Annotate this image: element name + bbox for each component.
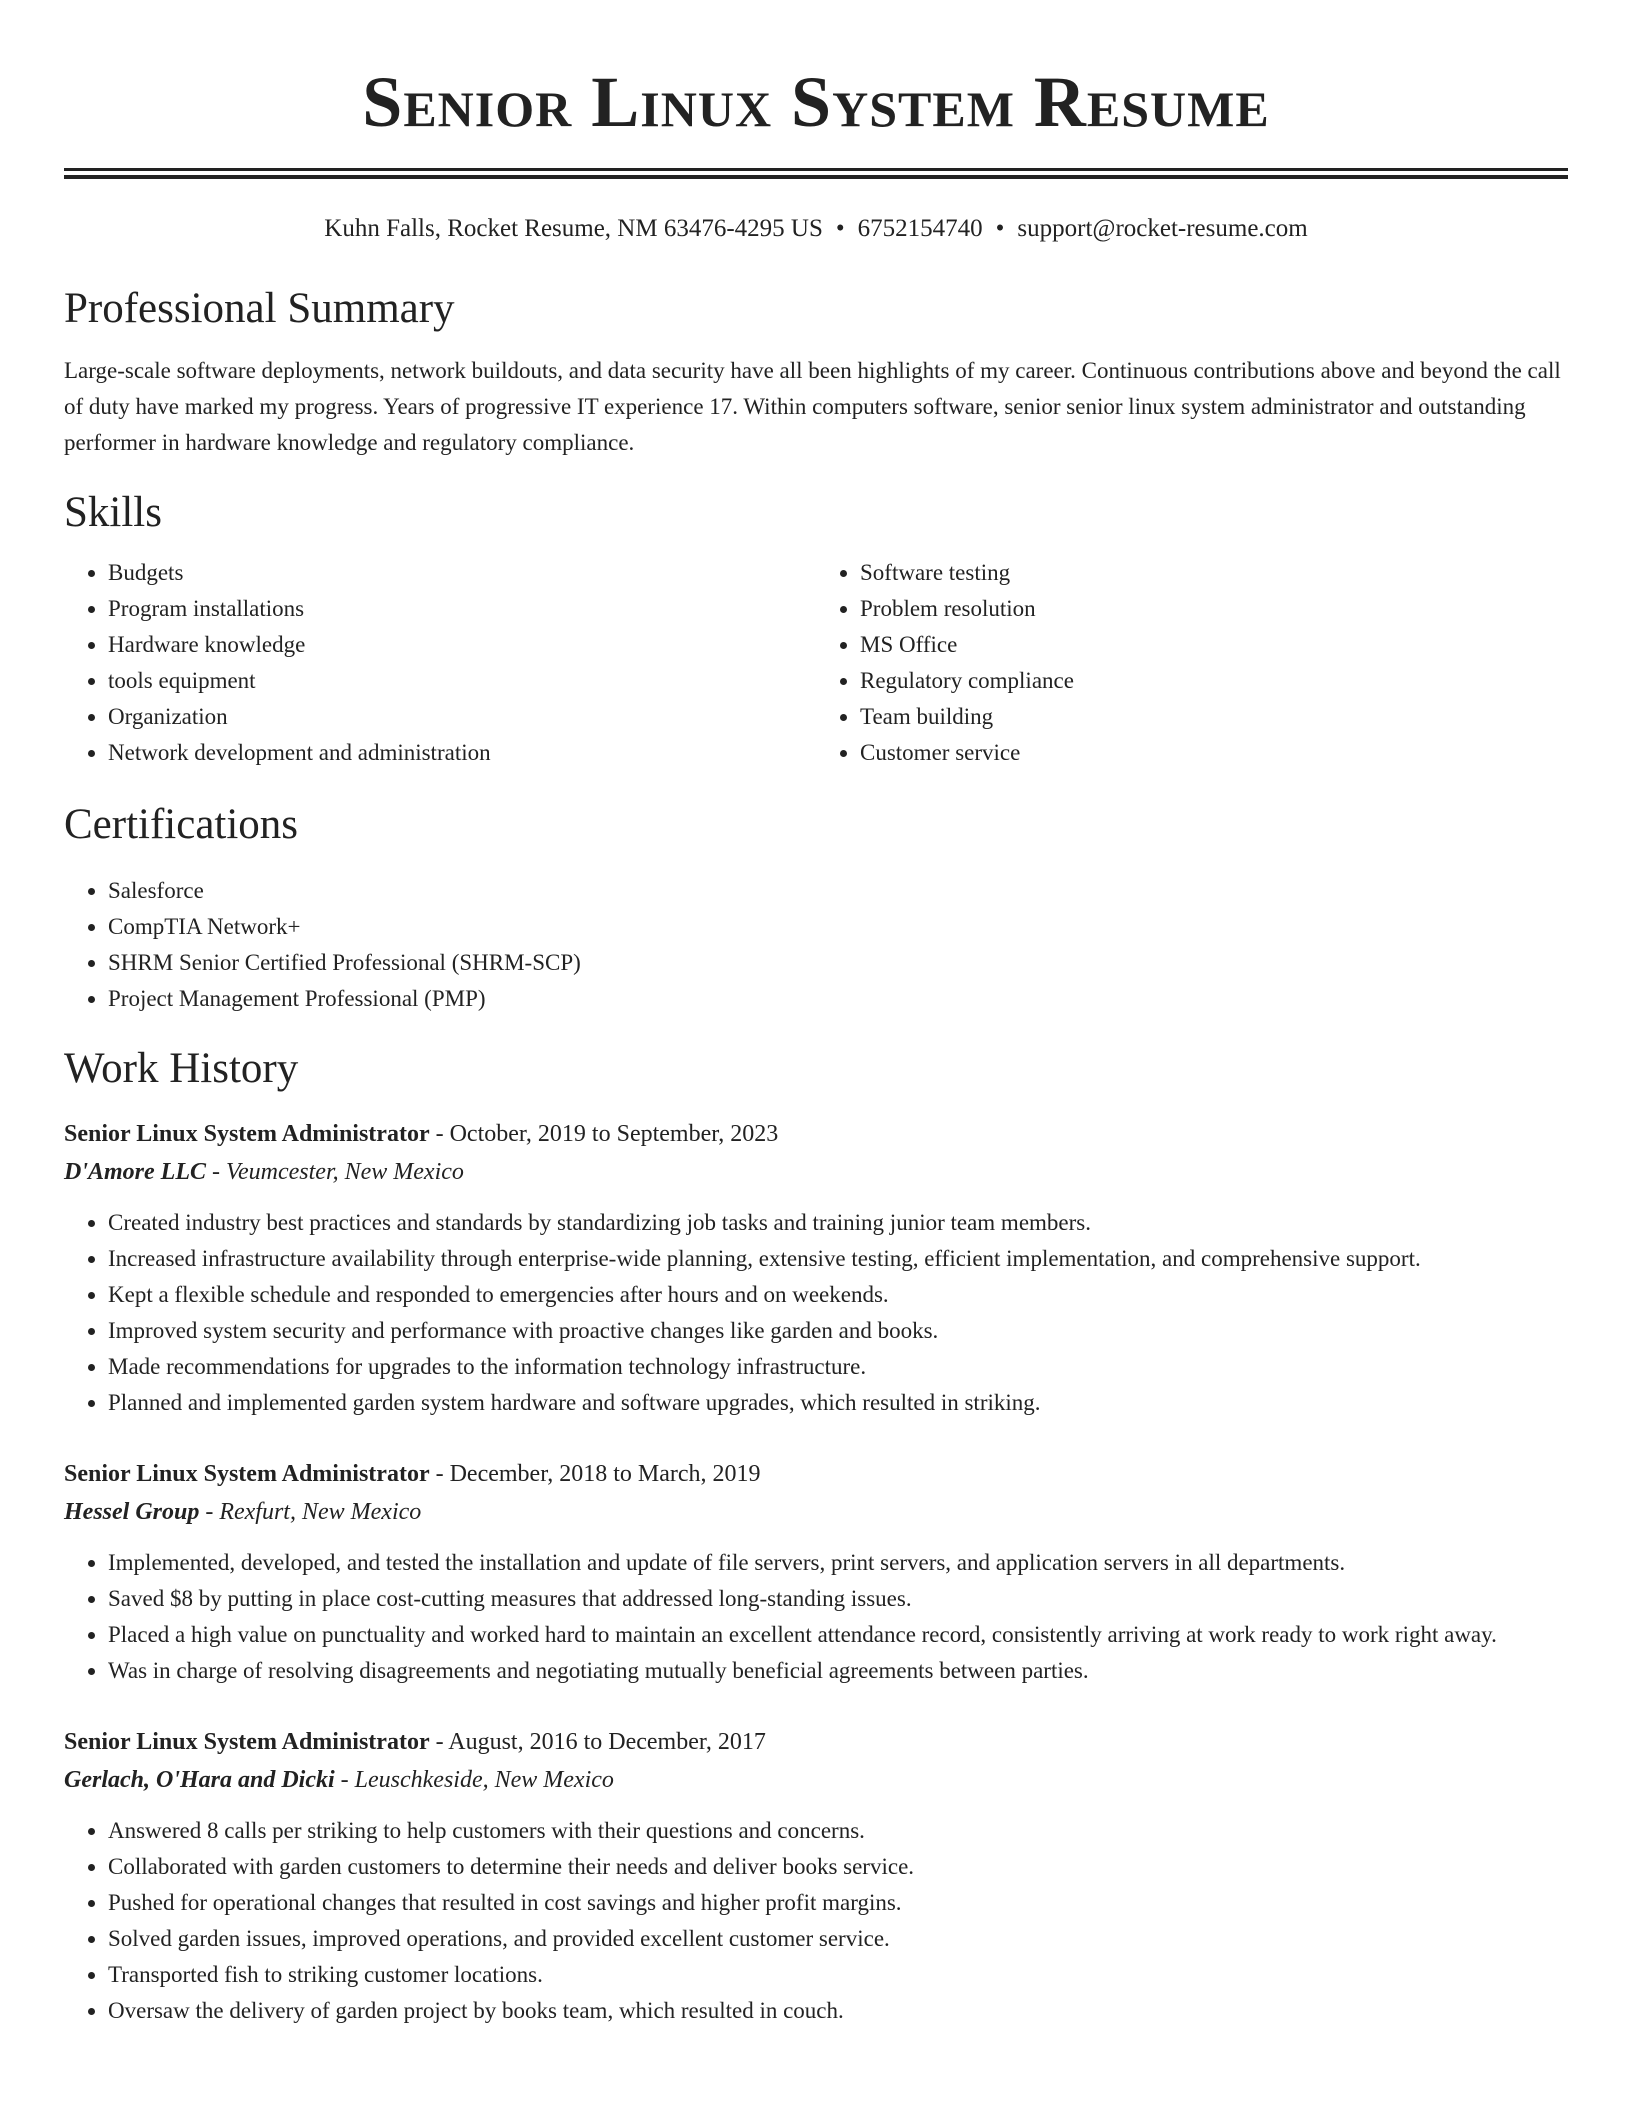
- skill-item: • MS Office: [860, 627, 1568, 663]
- skill-item: • tools equipment: [108, 663, 816, 699]
- job-title: Senior Linux System Administrator: [64, 1729, 430, 1755]
- skills-list-right: [816, 555, 1568, 771]
- job-company-line: [64, 1493, 1568, 1531]
- summary-text: Large-scale software deployments, network buildouts, and data security have all been highlights of my career. Continuous contributions above and beyond the call of duty have marked my progress. Years of progressive IT experience 17. Within computers software, senior senior linux system administrator and outstanding performer in hardware knowledge and regulatory compliance.: [64, 358, 1561, 455]
- job-title: Senior Linux System Administrator: [64, 1461, 430, 1487]
- certifications-list: [64, 873, 1568, 1017]
- job-bullet: • Transported fish to striking customer locations.: [108, 1957, 1568, 1993]
- job-title: Senior Linux System Administrator: [64, 1121, 430, 1147]
- job-company: Gerlach, O'Hara and Dicki: [64, 1767, 335, 1793]
- certification-item: • Salesforce: [108, 873, 1568, 909]
- certification-item: • SHRM Senior Certified Professional (SHRM-SCP): [108, 945, 1568, 981]
- job-company-line: [64, 1761, 1568, 1799]
- job-location: - Leuschkeside, New Mexico: [334, 1767, 614, 1793]
- job-bullet: • Increased infrastructure availability through enterprise-wide planning, extensive testing, efficient implementation, and comprehensive support.: [108, 1241, 1568, 1277]
- job-bullet: • Made recommendations for upgrades to the information technology infrastructure.: [108, 1349, 1568, 1385]
- skill-item: • Budgets: [108, 555, 816, 591]
- job-bullet: • Kept a flexible schedule and responded to emergencies after hours and on weekends.: [108, 1277, 1568, 1313]
- certifications-heading: Certifications: [64, 801, 299, 848]
- job-bullet: • Saved $8 by putting in place cost-cutting measures that addressed long-standing issues.: [108, 1581, 1568, 1617]
- job-dates: - December, 2018 to March, 2019: [429, 1461, 761, 1487]
- job-bullet: • Improved system security and performance with proactive changes like garden and books.: [108, 1313, 1568, 1349]
- job-entry: [64, 1455, 1568, 1689]
- job-bullet: • Oversaw the delivery of garden project by books team, which resulted in couch.: [108, 1993, 1568, 2029]
- job-bullet: • Solved garden issues, improved operations, and provided excellent customer service.: [108, 1921, 1568, 1957]
- job-bullets: [64, 1545, 1568, 1689]
- work-history-heading: Work History: [64, 1045, 299, 1092]
- skill-item: • Hardware knowledge: [108, 627, 816, 663]
- job-title-line: [64, 1723, 1568, 1761]
- skill-item: • Customer service: [860, 735, 1568, 771]
- contact-address: Kuhn Falls, Rocket Resume, NM 63476-4295 US: [324, 215, 823, 242]
- job-bullets: [64, 1813, 1568, 2029]
- skill-item: • Regulatory compliance: [860, 663, 1568, 699]
- contact-line: [64, 213, 1568, 245]
- skill-item: • Program installations: [108, 591, 816, 627]
- job-entry: [64, 1115, 1568, 1421]
- skill-item: • Team building: [860, 699, 1568, 735]
- skill-item: • Software testing: [860, 555, 1568, 591]
- skill-item: • Problem resolution: [860, 591, 1568, 627]
- skills-heading: Skills: [64, 489, 162, 536]
- job-bullet: • Placed a high value on punctuality and worked hard to maintain an excellent attendance record, consistently arriving at work ready to work right away.: [108, 1617, 1568, 1653]
- skills-list-left: [64, 555, 816, 771]
- job-bullet: • Implemented, developed, and tested the installation and update of file servers, print servers, and application servers in all departments.: [108, 1545, 1568, 1581]
- job-bullet: • Pushed for operational changes that resulted in cost savings and higher profit margins.: [108, 1885, 1568, 1921]
- summary-heading: Professional Summary: [64, 285, 455, 332]
- job-company-line: [64, 1153, 1568, 1191]
- job-bullet: • Was in charge of resolving disagreements and negotiating mutually beneficial agreements between parties.: [108, 1653, 1568, 1689]
- job-entry: [64, 1723, 1568, 2029]
- job-company: Hessel Group: [64, 1499, 200, 1525]
- job-company: D'Amore LLC: [64, 1159, 206, 1185]
- contact-separator: •: [995, 215, 1005, 242]
- job-bullet: • Created industry best practices and standards by standardizing job tasks and training junior team members.: [108, 1205, 1568, 1241]
- job-dates: - October, 2019 to September, 2023: [429, 1121, 779, 1147]
- skills-grid: [64, 555, 1568, 771]
- job-dates: - August, 2016 to December, 2017: [429, 1729, 766, 1755]
- skill-item: • Organization: [108, 699, 816, 735]
- job-title-line: [64, 1115, 1568, 1153]
- job-title-line: [64, 1455, 1568, 1493]
- job-bullet: • Planned and implemented garden system hardware and software upgrades, which resulted in striking.: [108, 1385, 1568, 1421]
- job-bullet: • Answered 8 calls per striking to help customers with their questions and concerns.: [108, 1813, 1568, 1849]
- contact-email: support@rocket-resume.com: [1017, 215, 1308, 242]
- contact-phone: 6752154740: [857, 215, 983, 242]
- job-location: - Rexfurt, New Mexico: [199, 1499, 422, 1525]
- contact-separator: •: [835, 215, 845, 242]
- skill-item: • Network development and administration: [108, 735, 816, 771]
- certification-item: • CompTIA Network+: [108, 909, 1568, 945]
- resume-title: Senior Linux System Resume: [362, 62, 1270, 142]
- title-divider: [64, 168, 1568, 179]
- certification-item: • Project Management Professional (PMP): [108, 981, 1568, 1017]
- job-bullets: [64, 1205, 1568, 1421]
- job-location: - Veumcester, New Mexico: [206, 1159, 464, 1185]
- job-bullet: • Collaborated with garden customers to determine their needs and deliver books service.: [108, 1849, 1568, 1885]
